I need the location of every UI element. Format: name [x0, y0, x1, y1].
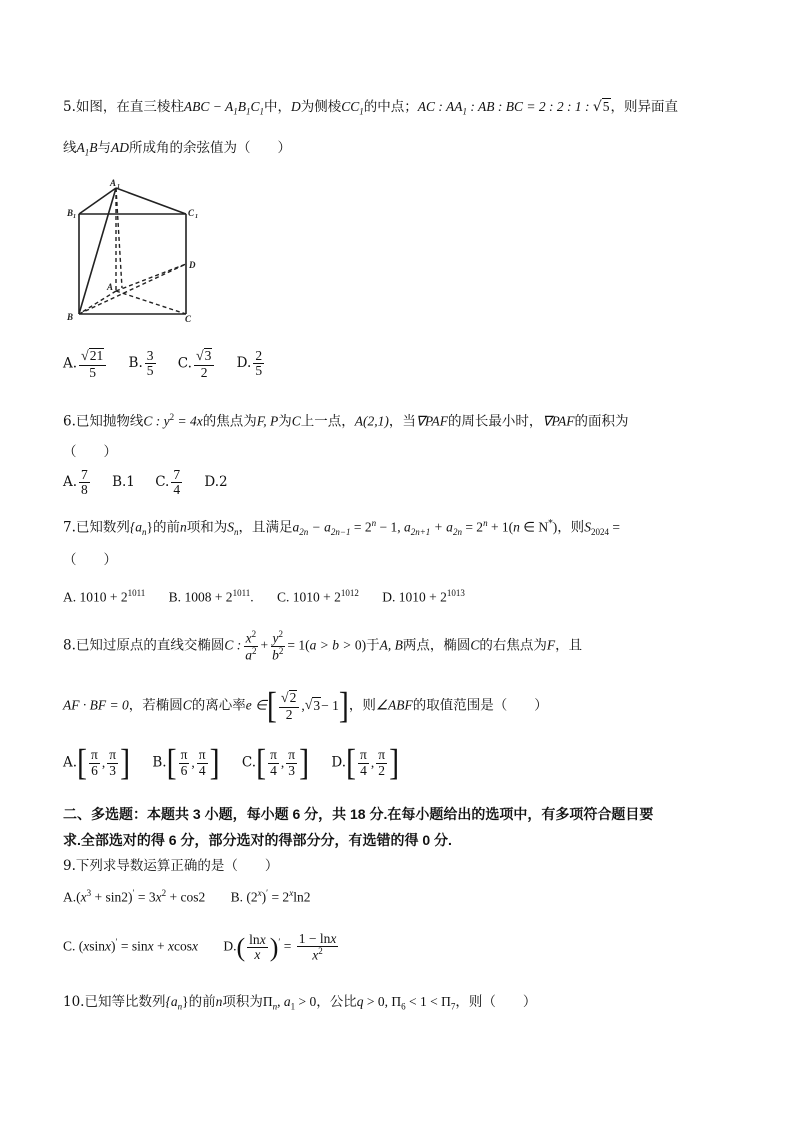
- q8-stem-line1: 8.已知过原点的直线交椭圆C : $\frac{x^2}{a^2}$ + $\frac{y^2}{b^2}$ = 1(a > b > 0)于A, B两点，椭圆C的右焦点为F，且: [63, 629, 583, 663]
- q6-option-a[interactable]: A. $\frac{7}{8}$: [63, 467, 88, 498]
- q8-option-c[interactable]: C. [ $\frac{\pi}{4}$ , $\frac{\pi}{3}$ ]: [241, 741, 310, 783]
- q5-option-b[interactable]: B. $\frac{3}{5}$: [128, 348, 154, 379]
- section2-line2: 求.全部选对的得 6 分，部分选对的得部分分，有选错的得 0 分.: [63, 832, 452, 848]
- q9-options-ab: [63, 888, 326, 906]
- q10-stem: 10.已知等比数列$\{a_n\}$的前n项积为$\Pi_n$, $a_1 > 0$，公比q > 0, $\Pi_6 < 1 < \Pi_7$，则（ ）: [63, 994, 537, 1012]
- q5-option-a[interactable]: A. √ $\frac{21}{5}$: [63, 348, 108, 380]
- q7-option-a[interactable]: A. $1010 + 2^{1011}$: [63, 588, 146, 605]
- label-b1: B: [67, 208, 74, 218]
- q5-option-d[interactable]: D. $\frac{2}{5}$: [236, 348, 263, 379]
- q6-option-b[interactable]: B.1: [112, 474, 135, 491]
- q9-option-b[interactable]: B. $(2^x)' = 2^x\ln 2$: [230, 888, 311, 905]
- q8-option-d[interactable]: D. [ $\frac{\pi}{4}$ , $\frac{\pi}{2}$ ]: [331, 741, 400, 783]
- q8-option-a[interactable]: A. [ $\frac{\pi}{6}$ , $\frac{\pi}{3}$ ]: [63, 741, 131, 783]
- q7-option-b[interactable]: B. $1008 + 2^{1011}$.: [168, 588, 254, 605]
- label-c: C: [185, 314, 192, 324]
- q7-options: [63, 588, 481, 606]
- q9-option-c[interactable]: C. (xsinx)′ = sinx + xcosx: [63, 937, 198, 954]
- label-a: A: [107, 282, 114, 292]
- svg-text:1: 1: [117, 184, 120, 190]
- q9-option-a[interactable]: $A.(x^3 + \sin 2)' = 3x^2 + \cos 2$: [63, 888, 206, 905]
- q6-option-d[interactable]: D.2: [204, 474, 228, 491]
- q6-option-c[interactable]: C. $\frac{7}{4}$: [155, 467, 181, 498]
- svg-text:1: 1: [73, 214, 76, 220]
- q8-option-b[interactable]: B. [ $\frac{\pi}{6}$ , $\frac{\pi}{4}$ ]: [152, 741, 220, 783]
- label-a1: A: [110, 178, 117, 188]
- label-d: D: [189, 260, 196, 270]
- q5-option-c[interactable]: C. √ $\frac{3}{2}$: [178, 348, 217, 380]
- q9-options-cd: [63, 932, 356, 963]
- label-c1: C: [188, 208, 195, 218]
- q7-paren: （ ）: [63, 552, 117, 568]
- label-b: B: [67, 312, 74, 322]
- q7-option-d[interactable]: D. $1010 + 2^{1013}$: [382, 588, 465, 605]
- q5-stem-line1: 5.如图，在直三棱柱ABC − $A_1B_1C_1$中，D为侧棱$CC_1$的中点；AC : $AA_1$ : AB : BC = 2 : 2 : 1 : √ 5，则异面直: [63, 98, 678, 117]
- prism-figure: [62, 176, 212, 324]
- q7-stem: 7.已知数列$\{a_n\}$的前n项和为$S_n$，且满足$a_{2n} - a_{2n-1} = 2^n - 1$, $a_{2n+1} + a_{2n} = 2^n + 1(n$ ∈ N*)，则$S_{2024}$ =: [63, 518, 620, 538]
- q5-options: [63, 348, 282, 380]
- q6-stem: 6.已知抛物线C : $y^2 = 4x$的焦点为F, P为C上一点，A(2,1)，当∇PAF的周长最小时，∇PAF的面积为: [63, 412, 629, 430]
- q9-stem: 9.下列求导数运算正确的是（ ）: [63, 858, 279, 874]
- q7-option-c[interactable]: C. $1010 + 2^{1012}$: [276, 588, 359, 605]
- svg-text:1: 1: [195, 214, 198, 220]
- q5-stem-line2: 线$A_1B$与AD所成角的余弦值为（ ）: [63, 140, 291, 158]
- section2-line1: 二、多选题：本题共 3 小题，每小题 6 分，共 18 分.在每小题给出的选项中，有多项符合题目要: [63, 806, 654, 822]
- q9-option-d[interactable]: D. ( $\frac{\ln x}{x}$ ) ′ = $\frac{1 - \ln x}{x^2}$: [223, 931, 337, 963]
- q6-options: [63, 468, 244, 497]
- q6-paren: （ ）: [63, 444, 117, 460]
- q8-stem-line2: AF · BF = 0，若椭圆C的离心率e ∈ [ √ $\frac{2}{2}$ , √ 3 − 1 ] ，则∠ABF的取值范围是（ ）: [63, 690, 548, 722]
- q8-options: [63, 741, 415, 783]
